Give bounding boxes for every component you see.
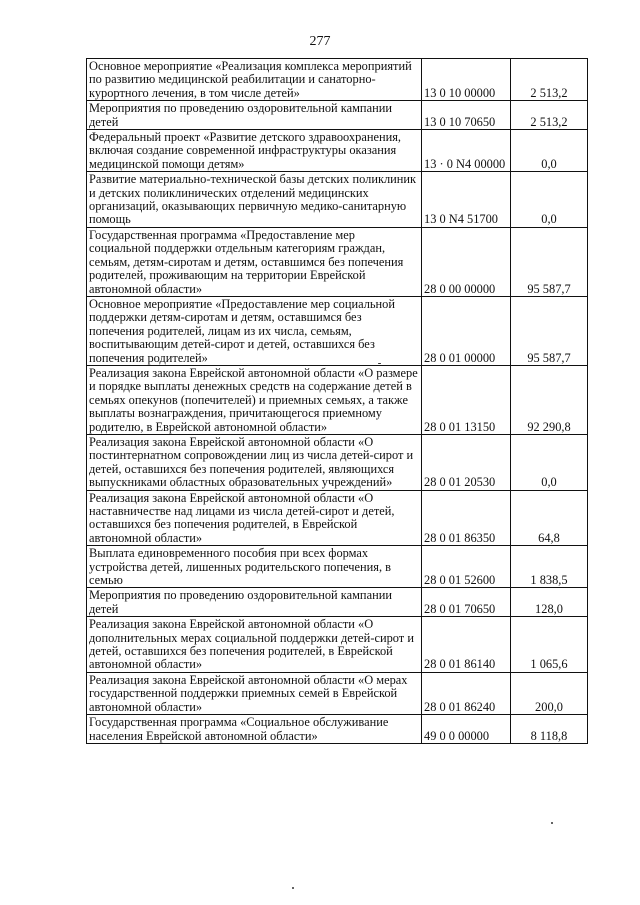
table-row: [87, 101, 588, 130]
row-code-cell: 13 · 0 N4 00000: [422, 130, 511, 172]
table-row: [87, 434, 588, 490]
row-amount-cell: 200,0: [511, 672, 588, 714]
scan-speck: [551, 822, 553, 824]
budget-table: [86, 58, 588, 744]
row-name-cell: Мероприятия по проведению оздоровительной кампании детей: [87, 588, 422, 617]
row-amount-cell: 95 587,7: [511, 296, 588, 365]
row-code-cell: 49 0 0 00000: [422, 715, 511, 744]
row-code-cell: 28 0 01 52600: [422, 546, 511, 588]
row-name-cell: Реализация закона Еврейской автономной области «О дополнительных мерах социальной поддержки детей-сирот и детей, оставшихся без попечения родителей, в Еврейской автономной области»: [87, 617, 422, 673]
row-amount-cell: 1 065,6: [511, 617, 588, 673]
table-row: [87, 546, 588, 588]
row-code-cell: 28 0 01 20530: [422, 434, 511, 490]
row-amount-cell: 95 587,7: [511, 227, 588, 296]
row-amount-cell: 64,8: [511, 490, 588, 546]
row-name-cell: Выплата единовременного пособия при всех формах устройства детей, лишенных родительского попечения, в семью: [87, 546, 422, 588]
table-row: [87, 59, 588, 101]
row-code-cell: 13 0 10 00000: [422, 59, 511, 101]
row-amount-cell: 0,0: [511, 130, 588, 172]
table-row: [87, 130, 588, 172]
table-row: [87, 588, 588, 617]
table-row: [87, 617, 588, 673]
row-amount-cell: 92 290,8: [511, 365, 588, 434]
row-name-cell: Реализация закона Еврейской автономной области «О размере и порядке выплаты денежных средств на содержание детей в семьях опекунов (попечителей) и приемных семьях, а также выплаты вознаграждения, причитающегося приемному родителю, в Еврейской автономной области»: [87, 365, 422, 434]
row-name-cell: Реализация закона Еврейской автономной области «О наставничестве над лицами из числа детей-сирот и детей, оставшихся без попечения родителей, в Еврейской автономной области»: [87, 490, 422, 546]
row-amount-cell: 0,0: [511, 172, 588, 228]
row-name-cell: Федеральный проект «Развитие детского здравоохранения, включая создание современной инфраструктуры оказания медицинской помощи детям»: [87, 130, 422, 172]
row-code-cell: 28 0 01 70650: [422, 588, 511, 617]
row-amount-cell: 128,0: [511, 588, 588, 617]
table-row: [87, 715, 588, 744]
row-code-cell: 28 0 01 86350: [422, 490, 511, 546]
row-amount-cell: 0,0: [511, 434, 588, 490]
row-name-cell: Государственная программа «Предоставление мер социальной поддержки отдельным категориям граждан, семьям, детям-сиротам и детям, оставшимся без попечения родителей, проживающим на территории Еврейской автономной области»: [87, 227, 422, 296]
row-name-cell: Развитие материально-технической базы детских поликлиник и детских поликлинических отделений медицинских организаций, оказывающих первичную медико-санитарную помощь: [87, 172, 422, 228]
row-amount-cell: 2 513,2: [511, 59, 588, 101]
row-name-cell: Основное мероприятие «Предоставление мер социальной поддержки детям-сиротам и детям, оставшимся без попечения родителей, лицам из их числа, семьям, воспитывающим детей-сирот и детей, оставшихся без попечения родителей»: [87, 296, 422, 365]
row-code-cell: 28 0 01 86140: [422, 617, 511, 673]
row-name-cell: Мероприятия по проведению оздоровительной кампании детей: [87, 101, 422, 130]
row-amount-cell: 8 118,8: [511, 715, 588, 744]
scan-speck: [378, 363, 381, 364]
table-row: [87, 490, 588, 546]
row-code-cell: 28 0 01 86240: [422, 672, 511, 714]
row-name-cell: Реализация закона Еврейской автономной области «О постинтернатном сопровождении лиц из числа детей-сирот и детей, оставшихся без попечения родителей, являющихся выпускниками областных образовательных учреждений»: [87, 434, 422, 490]
row-name-cell: Государственная программа «Социальное обслуживание населения Еврейской автономной области»: [87, 715, 422, 744]
page-number: 277: [309, 34, 331, 49]
budget-table-body: [87, 59, 588, 744]
row-code-cell: 13 0 10 70650: [422, 101, 511, 130]
row-code-cell: 28 0 00 00000: [422, 227, 511, 296]
table-row: [87, 227, 588, 296]
scan-speck: [292, 887, 294, 889]
row-code-cell: 28 0 01 13150: [422, 365, 511, 434]
row-code-cell: 28 0 01 00000: [422, 296, 511, 365]
row-amount-cell: 1 838,5: [511, 546, 588, 588]
row-amount-cell: 2 513,2: [511, 101, 588, 130]
table-row: [87, 296, 588, 365]
table-row: [87, 672, 588, 714]
row-name-cell: Реализация закона Еврейской автономной области «О мерах государственной поддержки приемных семей в Еврейской автономной области»: [87, 672, 422, 714]
table-row: [87, 172, 588, 228]
row-name-cell: Основное мероприятие «Реализация комплекса мероприятий по развитию медицинской реабилитации и санаторно-курортного лечения, в том числе детей»: [87, 59, 422, 101]
table-row: [87, 365, 588, 434]
row-code-cell: 13 0 N4 51700: [422, 172, 511, 228]
